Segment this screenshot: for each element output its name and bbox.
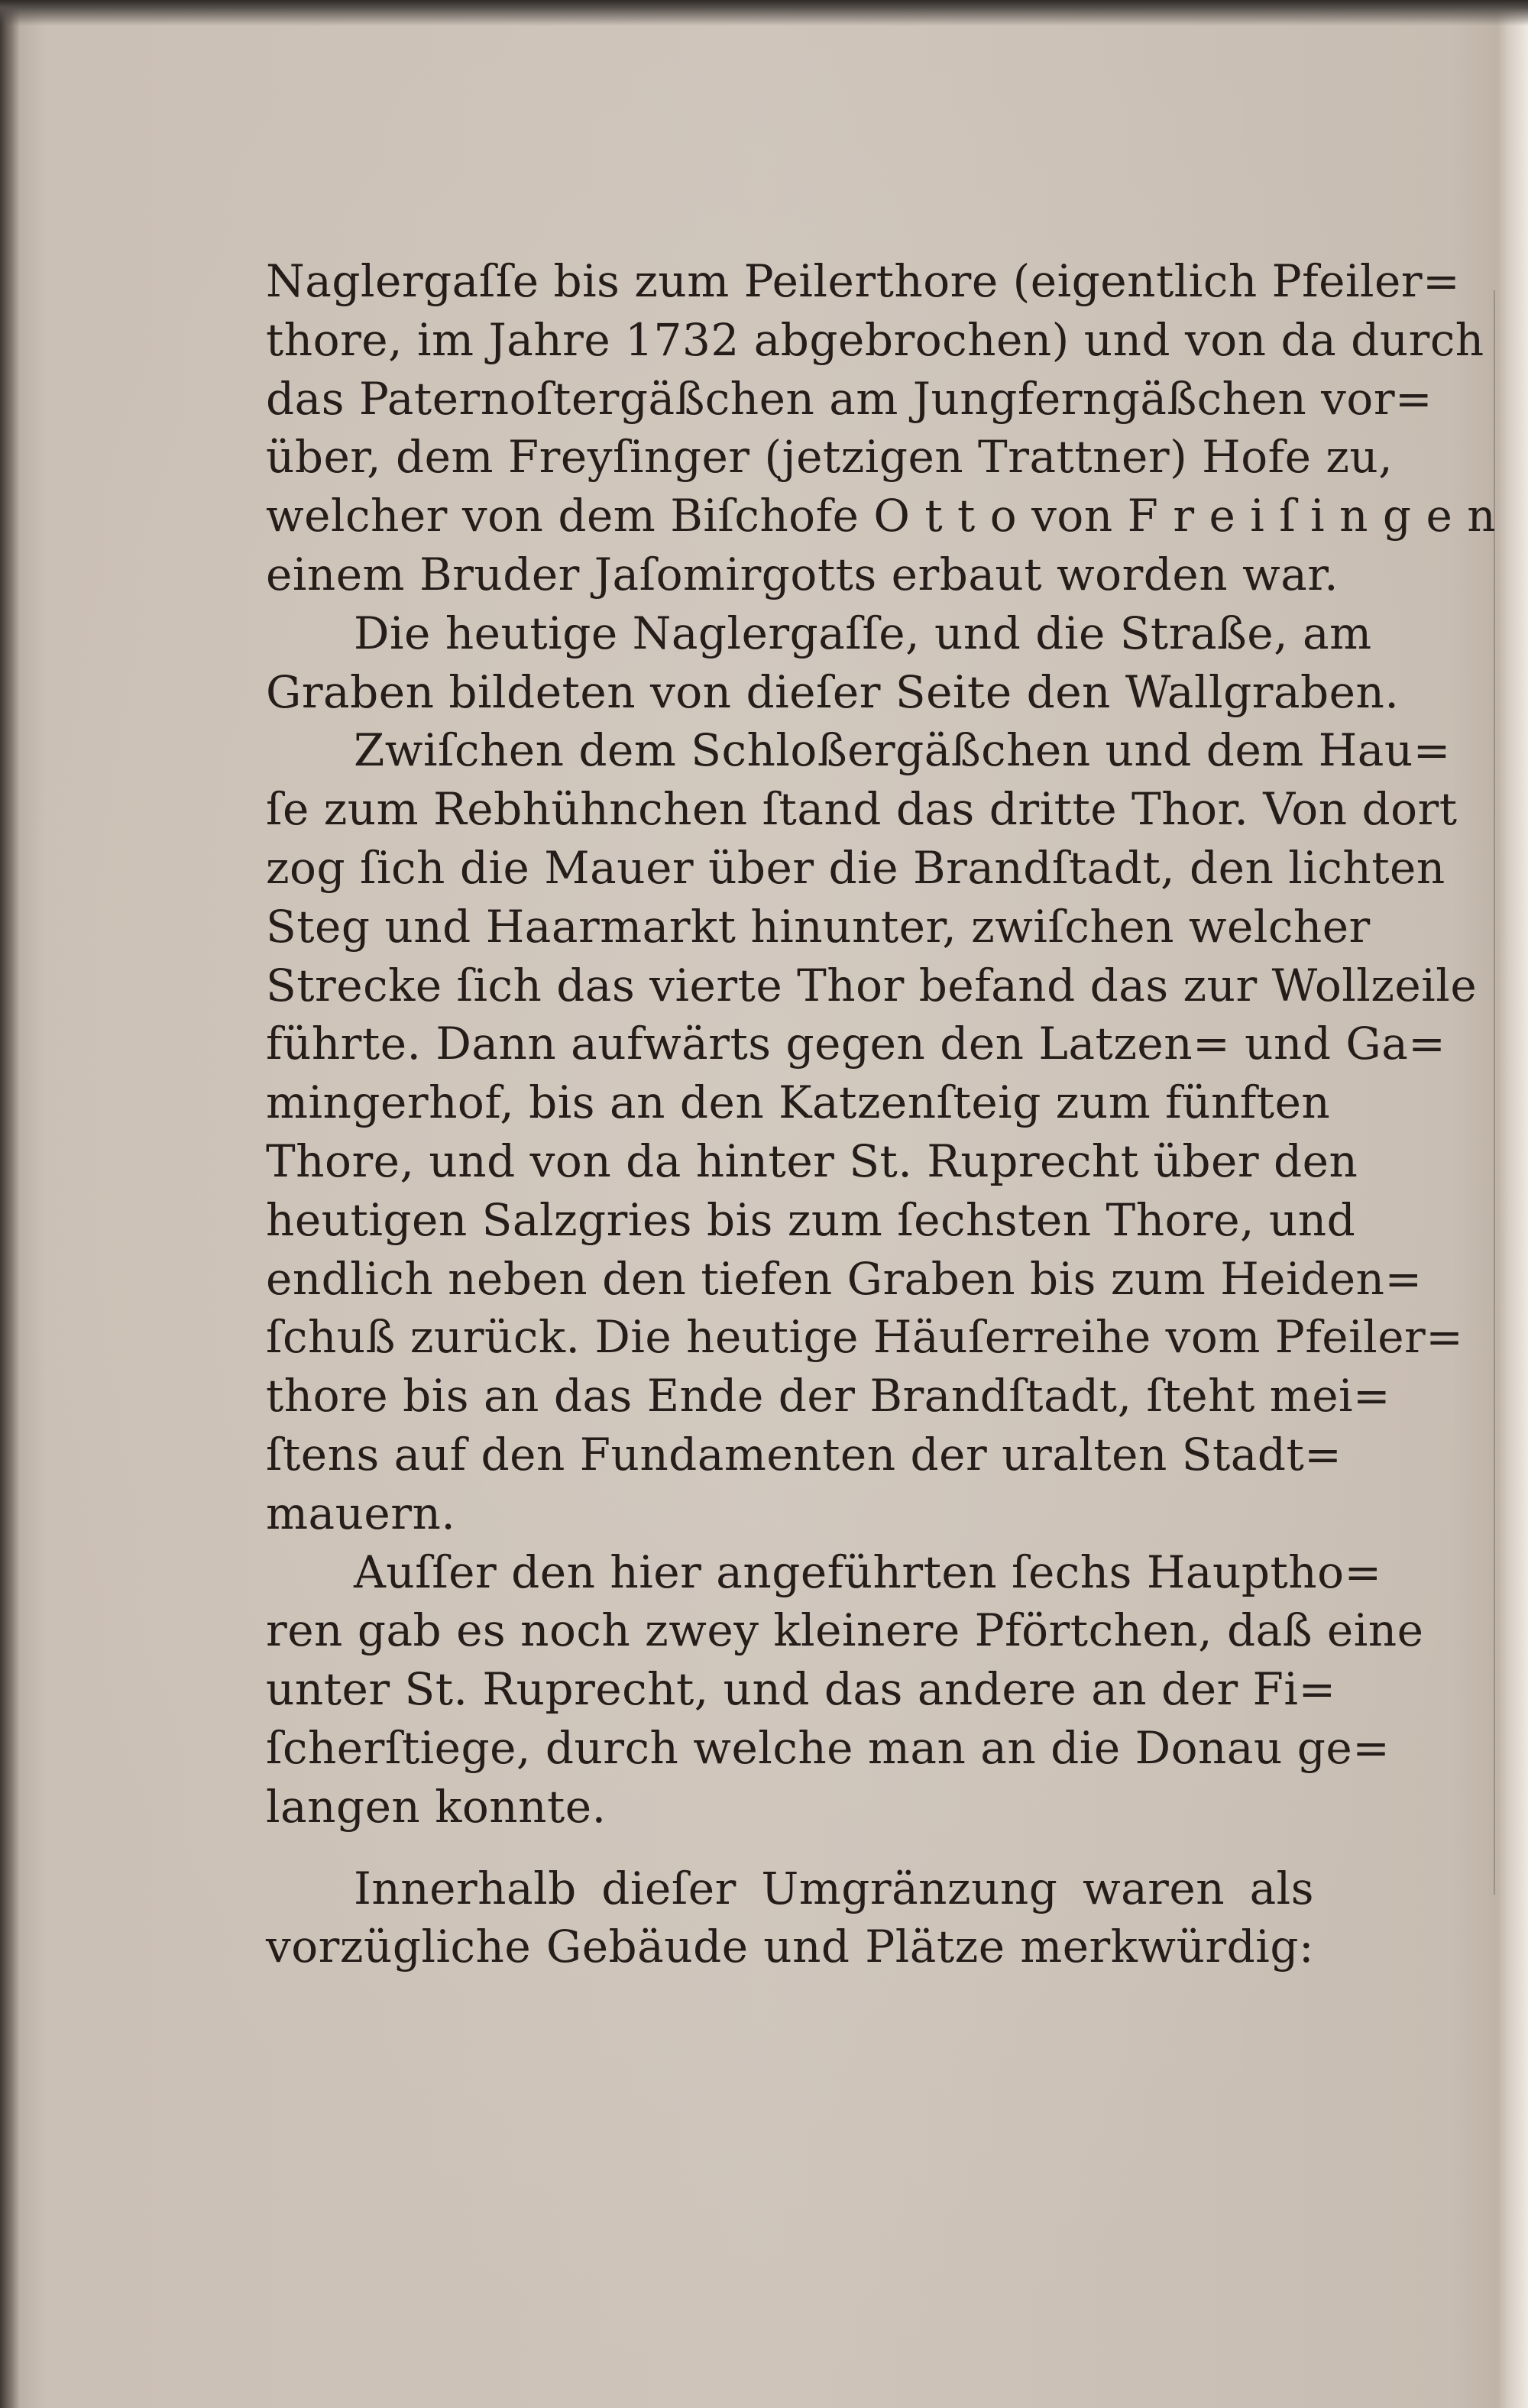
text-line: Zwiſchen dem Schloßergäßchen und dem Hau= [354, 724, 1451, 777]
text-line: mingerhof, bis an den Katzenſteig zum fünften [266, 1076, 1331, 1129]
text-line: thore, im Jahre 1732 abgebrochen) und von da durch [266, 313, 1484, 366]
text-line: ſtens auf den Fundamenten der uralten Stadt= [266, 1428, 1342, 1481]
text-line: unter St. Ruprecht, und das andere an der Fi= [266, 1663, 1336, 1716]
text-line: Innerhalb dieſer Umgränzung waren als [354, 1862, 1314, 1914]
text-line: endlich neben den tiefen Graben bis zum Heiden= [266, 1252, 1423, 1305]
text-line: ren gab es noch zwey kleinere Pförtchen, daß eine [266, 1604, 1424, 1657]
text-line: zog ſich die Mauer über die Brandſtadt, den lichten [266, 841, 1445, 894]
text-line: langen konnte. [266, 1780, 607, 1833]
text-line: ſcherſtiege, durch welche man an die Donau ge= [266, 1721, 1390, 1774]
text-line: mauern. [266, 1487, 456, 1539]
page-top-shadow [0, 0, 1528, 26]
text-line: thore bis an das Ende der Brandſtadt, ſteht mei= [266, 1370, 1391, 1422]
text-line: Steg und Haarmarkt hinunter, zwiſchen welcher [266, 900, 1371, 953]
text-line: Thore, und von da hinter St. Ruprecht über den [266, 1134, 1358, 1187]
text-line: welcher von dem Biſchofe O t t o von F r e i ſ i n g e n [266, 490, 1497, 542]
text-line: das Paternoſtergäßchen am Jungferngäßchen vor= [266, 372, 1433, 425]
text-line: Naglergaſſe bis zum Peilerthore (eigentlich Pfeiler= [266, 255, 1461, 307]
text-line: heutigen Salzgries bis zum ſechsten Thore, und [266, 1193, 1356, 1246]
text-line: über, dem Freyſinger (jetzigen Trattner) Hofe zu, [266, 431, 1394, 484]
text-line: Graben bildeten von dieſer Seite den Wallgraben. [266, 665, 1400, 718]
page-binding-edge [0, 0, 20, 2408]
text-line: einem Bruder Jaſomirgotts erbaut worden war. [266, 548, 1339, 600]
text-line: Die heutige Naglergaſſe, und die Straße, am [354, 607, 1372, 659]
paragraph-gap [266, 1837, 1314, 1859]
text-line: ſe zum Rebhühnchen ſtand das dritte Thor. Von dort [266, 783, 1458, 836]
text-line: ſchuß zurück. Die heutige Häuſerreihe vom Pfeiler= [266, 1311, 1464, 1364]
text-line: Strecke ſich das vierte Thor befand das zur Wollzeile [266, 959, 1478, 1011]
text-line: führte. Dann aufwärts gegen den Latzen= und Ga= [266, 1018, 1446, 1070]
text-line: vorzügliche Gebäude und Plätze merkwürdig: [266, 1921, 1314, 1973]
text-line: Auſſer den hier angeführten ſechs Hauptho= [354, 1545, 1382, 1598]
page-right-strip [1494, 290, 1518, 1895]
page-body-text [266, 252, 1497, 1976]
